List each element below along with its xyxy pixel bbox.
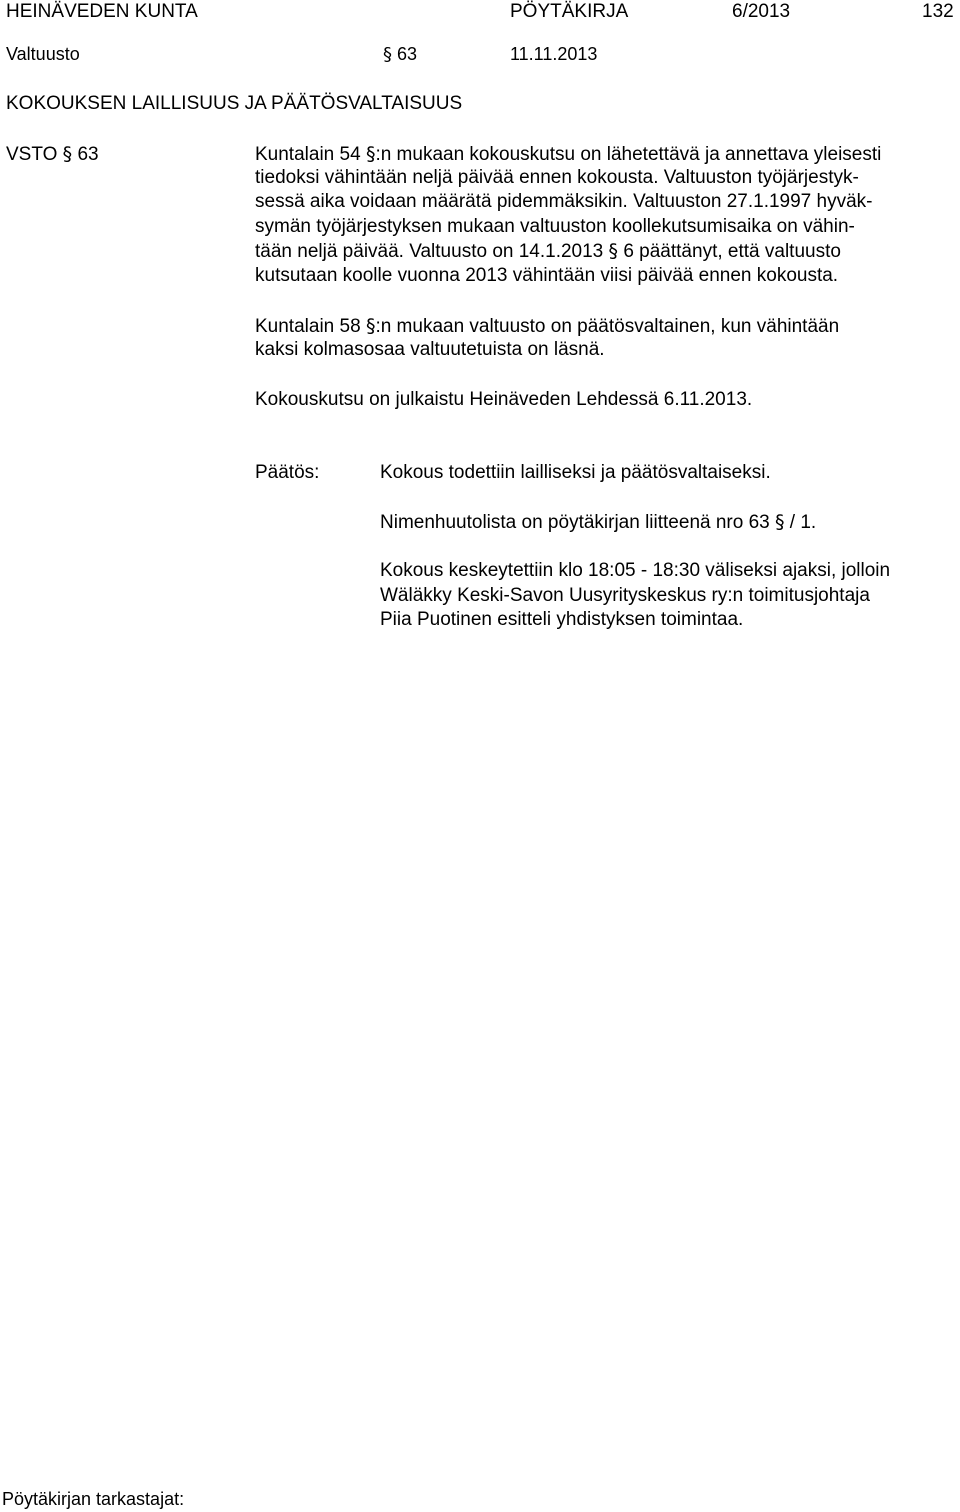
para1-line1 <box>255 143 881 166</box>
para1-line4: symän työjärjestyksen mukaan valtuuston koollekutsumisaika on vähin- <box>255 216 855 237</box>
reviewers-label: Pöytäkirjan tarkastajat: <box>2 1489 185 1509</box>
para2-line2: kaksi kolmasosaa valtuutetuista on läsnä. <box>255 339 605 360</box>
decision-line2 <box>380 511 816 534</box>
meeting-date: 11.11.2013 <box>510 44 598 64</box>
section-sign-inline: § <box>775 511 785 533</box>
para2-line1-b: :n mukaan valtuusto on päätösvaltainen, kun vähintään <box>375 316 840 337</box>
page-title: KOKOUKSEN LAILLISUUS JA PÄÄTÖSVALTAISUUS <box>6 93 463 114</box>
decision-line2-a: Nimenhuutolista on pöytäkirjan liitteenä nro 63 <box>380 512 770 533</box>
para3-line1: Kokouskutsu on julkaistu Heinäveden Lehdessä 6.11.2013. <box>255 389 753 410</box>
reference-label: VSTO <box>6 144 58 165</box>
para1-line6: kutsutaan koolle vuonna 2013 vähintään viisi päivää ennen kokousta. <box>255 265 839 286</box>
decision-line3: Kokous keskeytettiin klo 18:05 - 18:30 väliseksi ajaksi, jolloin <box>380 560 891 581</box>
document-number: 6/2013 <box>732 1 791 22</box>
section-sign-inline: § <box>365 143 376 165</box>
decision-line1: Kokous todettiin lailliseksi ja päätösvaltaiseksi. <box>380 462 771 483</box>
decision-line4: Wäläkky Keski-Savon Uusyrityskeskus ry:n toimitusjohtaja <box>380 585 870 606</box>
para1-line5-b: 6 päättänyt, että valtuusto <box>623 241 841 262</box>
para2-line1-a: Kuntalain 58 <box>255 316 361 337</box>
municipality-name: HEINÄVEDEN KUNTA <box>6 1 198 22</box>
page-number: 132 <box>922 1 954 22</box>
decision-line2-b: / 1. <box>789 512 817 533</box>
para1-line5-a: tään neljä päivää. Valtuusto on 14.1.2013 <box>255 241 604 262</box>
decision-line5: Piia Puotinen esitteli yhdistyksen toimintaa. <box>380 609 744 630</box>
para1-line1-a: Kuntalain 54 <box>255 144 361 165</box>
section-number: 63 <box>397 44 418 64</box>
para1-line5 <box>255 240 841 263</box>
governing-body: Valtuusto <box>6 44 80 64</box>
section-sign-inline: § <box>608 240 619 262</box>
header-section <box>383 44 417 65</box>
reference-section-sign: § <box>62 143 73 165</box>
section-sign-inline: § <box>365 315 376 337</box>
decision-label: Päätös: <box>255 462 320 483</box>
para2-line1 <box>255 315 839 338</box>
para1-line3: sessä aika voidaan määrätä pidemmäksikin. Valtuuston 27.1.1997 hyväk- <box>255 191 873 212</box>
section-reference <box>6 143 99 166</box>
reference-number: 63 <box>77 144 99 165</box>
para1-line2: tiedoksi vähintään neljä päivää ennen kokousta. Valtuuston työjärjestyk- <box>255 167 859 188</box>
section-sign: § <box>383 44 392 65</box>
para1-line1-b: :n mukaan kokouskutsu on lähetettävä ja annettava yleisesti <box>375 144 882 165</box>
document-type: PÖYTÄKIRJA <box>510 1 629 22</box>
